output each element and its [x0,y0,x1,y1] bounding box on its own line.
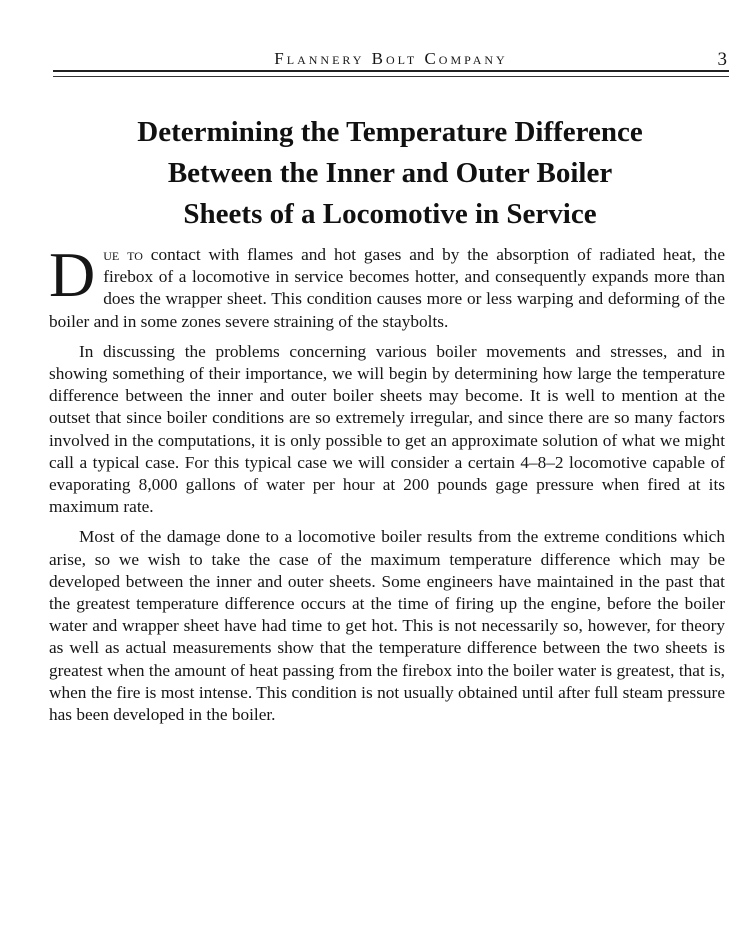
running-head: Flannery Bolt Company [274,49,508,68]
title-line-1: Determining the Temperature Difference [137,116,643,148]
paragraph-2: In discussing the problems concerning various boiler movements and stresses, and in showing something of their importance, we will begin by determining how large the temperature difference between the inner and outer boiler sheets may become. It is well to mention at the outset that since boiler conditions are so extremely irregular, and since there are so many factors involved in the computations, it is only possible to get an approximate solution of what we might call a typical case. For this typical case we will consider a certain 4–8–2 locomotive capable of evaporating 8,000 gallons of water per hour at 200 pounds gage pressure when fired at its maximum rate. [49,341,725,517]
page-number: 3 [717,49,727,70]
page-header [55,46,727,70]
article-title [60,112,720,235]
article-body [49,239,725,734]
paragraph-1-lead: ue to [103,245,143,264]
paragraph-3: Most of the damage done to a locomotive boiler results from the extreme conditions which arise, so we wish to take the case of the maximum temperature difference which may be developed between the inner and outer sheets. Some engineers have maintained in the past that the greatest temperature difference occurs at the time of firing up the engine, before the boiler water and wrapper sheet have had time to get hot. This is not necessarily so, however, for theory as well as actual measurements show that the temperature difference between the two sheets is greatest when the amount of heat passing from the firebox into the boiler water is greatest, that is, when the fire is most intense. This condition is not usually obtained until after full steam pressure has been developed in the boiler. [49,527,725,725]
title-line-2: Between the Inner and Outer Boiler [167,157,613,189]
header-rule-thin [53,76,729,77]
paragraph-1 [49,239,725,333]
drop-cap: D [49,239,96,310]
title-line-3: Sheets of a Locomotive in Service [183,198,597,230]
paragraph-1-text: contact with flames and hot gases and by the absorption of radiated heat, the firebox of a locomotive in service becomes hotter, and consequently expands more than does the wrapper sheet. This condition causes more or less warping and deforming of the boiler and in some zones severe straining of the staybolts. [49,245,725,331]
header-rule-thick [53,70,729,72]
